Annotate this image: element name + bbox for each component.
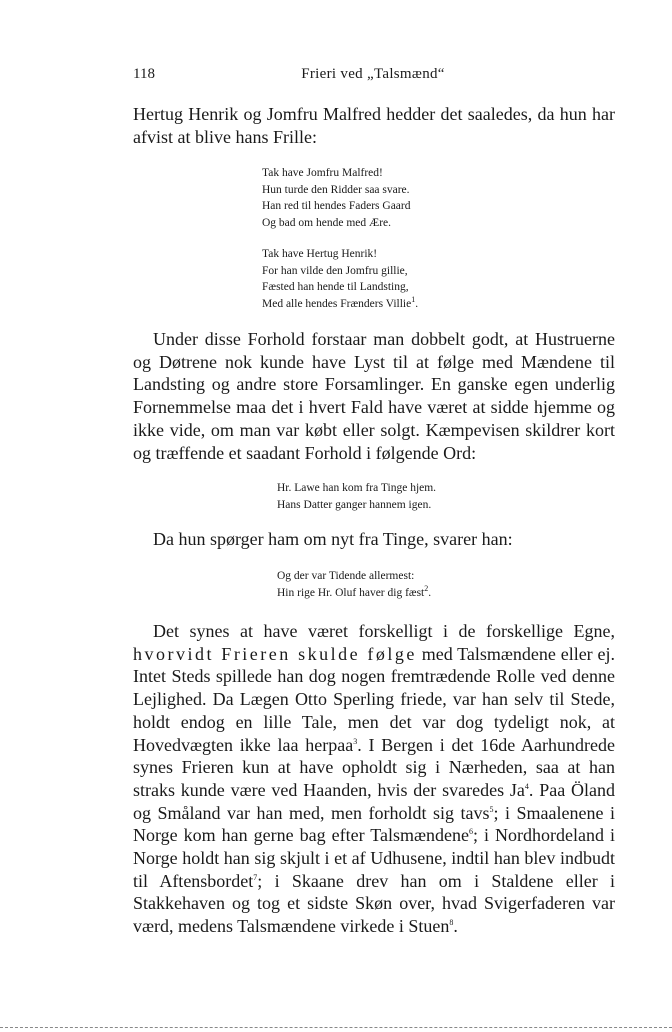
verse-punct: . [428, 586, 432, 599]
paragraph-frieren [133, 620, 615, 938]
text-run: ; i Smaalenene i Norge kom han gerne bag efter Talsmændene [133, 802, 616, 846]
verse-line [262, 296, 418, 313]
footnote-ref: 3 [353, 736, 358, 746]
footnote-ref: 8 [449, 918, 454, 928]
text-run: . [453, 916, 458, 937]
verse-line: Tak have Jomfru Malfred! [262, 167, 383, 179]
verse-text: Med alle hendes Frænders Villie [262, 297, 412, 310]
text-run: . Paa Öland og Småland var han med, men forholdt sig tavs [133, 779, 615, 823]
verse-line: Og der var Tidende allermest: [277, 570, 415, 582]
verse-line: Hr. Lawe han kom fra Tinge hjem. [277, 482, 437, 494]
verse-line: Fæsted han hende til Landsting, [262, 281, 409, 293]
verse-block-2 [262, 246, 418, 312]
footnote-ref: 2 [424, 583, 429, 593]
text-run: ; i Skaane drev han om i Staldene eller i Stakkehaven og tog et sidste Skøn over, hvad Svigerfaderen var værd, medens Talsmændene virkede i Stuen [133, 870, 615, 937]
paragraph-intro: Hertug Henrik og Jomfru Malfred hedder det saaledes, da hun har afvist at blive hans Frille: [133, 104, 615, 147]
page-edge-rule [0, 1027, 672, 1029]
footnote-ref: 7 [253, 872, 258, 882]
text-run: ; i Nordhordeland i Norge holdt han sig skjult i et af Udhusene, indtil han blev indbudt til Aftensbordet [133, 825, 615, 891]
footnote-ref: 5 [489, 804, 494, 814]
text-run: . I Bergen i det 16de Aarhundrede synes Frieren kun at have opholdt sig i Nærheden, saa at han straks kunde være ved Haanden, hvis der svaredes Ja [133, 734, 615, 800]
verse-line [277, 585, 431, 602]
spaced-text: hvorvidt Frieren skulde følge [133, 643, 417, 664]
verse-line: Hans Datter ganger hannem igen. [277, 498, 432, 511]
verse-block-3 [277, 480, 436, 513]
verse-block-4 [277, 568, 431, 601]
paragraph-forhold: Under disse Forhold forstaar man dobbelt godt, at Hustruerne og Døtrene nok kunde have Lyst til at følge med Mændene til Landsting og andre store Forsamlinger. En ganske egen underlig Fornemmelse maa det i hvert Fald have været at sidde hjemme og ikke vide, om man var købt eller solgt. Kæmpevisen skildrer kort og træffende et saadant Forhold i følgende Ord: [133, 329, 615, 463]
footnote-ref: 4 [524, 781, 529, 791]
verse-line: Hun turde den Ridder saa svare. [262, 183, 410, 196]
verse-block-1 [262, 165, 411, 231]
verse-punct: . [415, 297, 419, 310]
verse-line: For han vilde den Jomfru gillie, [262, 264, 408, 277]
paragraph-spoerger: Da hun spørger ham om nyt fra Tinge, svarer han: [153, 529, 513, 549]
verse-line: Tak have Hertug Henrik! [262, 248, 378, 260]
verse-line: Og bad om hende med Ære. [262, 216, 392, 229]
text-run: Det synes at have været forskelligt i de forskellige Egne, [153, 621, 615, 641]
running-title: Frieri ved „Talsmænd“ [301, 66, 445, 82]
text-run: med Talsmændene eller ej. Intet Steds spillede han dog nogen fremtrædende Rolle ved denne Lejlighed. Da Lægen Otto Sperling friede, var han selv til Stede, holdt endog en lille Tale, men det var dog tydeligt nok, at Hovedvægten ikke laa herpaa [133, 643, 615, 755]
verse-line: Han red til hendes Faders Gaard [262, 200, 411, 212]
page-header [133, 66, 613, 86]
footnote-ref: 6 [469, 827, 473, 837]
page-number: 118 [133, 66, 155, 82]
verse-text: Hin rige Hr. Oluf haver dig fæst [277, 586, 425, 599]
footnote-ref: 1 [411, 294, 416, 304]
